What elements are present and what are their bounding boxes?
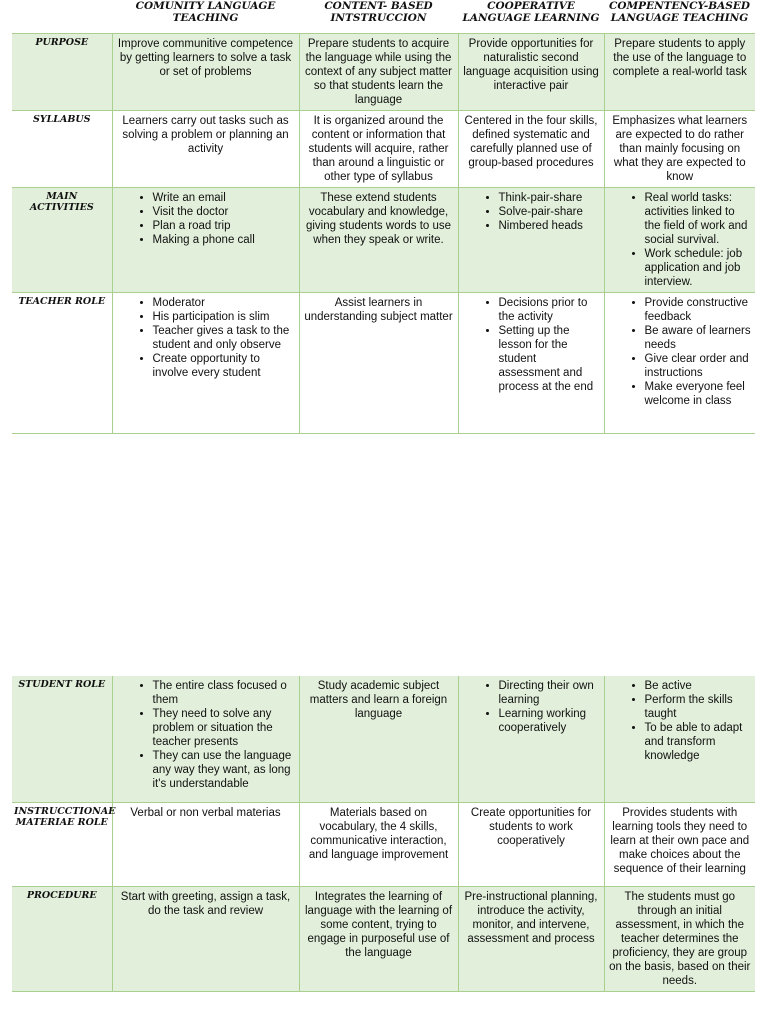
activities-clt-list: [117, 191, 295, 247]
list-item: • Nimbered heads: [499, 219, 600, 233]
list-item: • Be aware of learners needs: [645, 324, 752, 352]
row-teacher-role: [12, 292, 755, 433]
list-item: • To be able to adapt and transform knowledge: [645, 721, 752, 763]
cell-purpose-cbi: Prepare students to acquire the language while using the context of any subject matter so that students learn the language: [299, 33, 458, 110]
list-item: • Learning working cooperatively: [499, 707, 600, 735]
list-item: • Directing their own learning: [499, 679, 600, 707]
row-label-student-role: STUDENT ROLE: [12, 676, 112, 802]
cell-procedure-cblt: The students must go through an initial assessment, in which the teacher determines the proficiency, they are group on the basis, based on their needs.: [604, 886, 755, 991]
row-label-teacher-role: TEACHER ROLE: [12, 292, 112, 433]
cell-material-cll: Create opportunities for students to work cooperatively: [458, 802, 604, 886]
teacher-cblt-list: [609, 296, 752, 408]
cell-syllabus-cll: Centered in the four skills, defined systematic and carefully planned use of group-based procedures: [458, 110, 604, 187]
list-item: • His participation is slim: [153, 310, 295, 324]
cell-material-cbi: Materials based on vocabulary, the 4 skills, communicative interaction, and language improvement: [299, 802, 458, 886]
list-item: • Plan a road trip: [153, 219, 295, 233]
cell-activities-cll: [458, 187, 604, 292]
cell-procedure-clt: Start with greeting, assign a task, do the task and review: [112, 886, 299, 991]
cell-activities-cbi: These extend students vocabulary and knowledge, giving students words to use when they speak or write.: [299, 187, 458, 292]
row-instructional-material-role: [12, 802, 755, 886]
student-cll-list: [463, 679, 600, 735]
row-label-procedure: PROCEDURE: [12, 886, 112, 991]
list-item: • They can use the language any way they want, as long it's understandable: [153, 749, 295, 791]
cell-student-clt: [112, 676, 299, 802]
header-corner: [12, 0, 112, 33]
row-label-instructional-material-role: INSTRUCCTIONAE MATERIAE ROLE: [12, 802, 112, 886]
cell-teacher-clt: [112, 292, 299, 433]
activities-cblt-list: [609, 191, 752, 289]
row-student-role: [12, 676, 755, 802]
list-item: • Real world tasks: activities linked to the field of work and social survival.: [645, 191, 752, 247]
cell-syllabus-cbi: It is organized around the content or information that students will acquire, rather than around a linguistic or other type of syllabus: [299, 110, 458, 187]
teacher-cll-list: [463, 296, 600, 394]
list-item: • They need to solve any problem or situation the teacher presents: [153, 707, 295, 749]
list-item: • Moderator: [153, 296, 295, 310]
list-item: • Decisions prior to the activity: [499, 296, 600, 324]
cell-material-cblt: Provides students with learning tools they need to learn at their own pace and make choices about the sequence of their learning: [604, 802, 755, 886]
header-cbi: CONTENT- BASED INTSTRUCCION: [299, 0, 458, 33]
cell-purpose-cblt: Prepare students to apply the use of the language to complete a real-world task: [604, 33, 755, 110]
cell-teacher-cll: [458, 292, 604, 433]
comparison-table-part-2: [12, 676, 755, 992]
row-label-purpose: PURPOSE: [12, 33, 112, 110]
cell-student-cbi: Study academic subject matters and learn a foreign language: [299, 676, 458, 802]
activities-cll-list: [463, 191, 600, 233]
header-cblt: COMPENTENCY-BASED LANGUAGE TEACHING: [604, 0, 755, 33]
row-main-activities: [12, 187, 755, 292]
header-clt: COMUNITY LANGUAGE TEACHING: [112, 0, 299, 33]
list-item: • Visit the doctor: [153, 205, 295, 219]
cell-material-clt: Verbal or non verbal materias: [112, 802, 299, 886]
cell-student-cll: [458, 676, 604, 802]
cell-purpose-cll: Provide opportunities for naturalistic second language acquisition using interactive pair: [458, 33, 604, 110]
cell-activities-cblt: [604, 187, 755, 292]
row-label-syllabus: SYLLABUS: [12, 110, 112, 187]
comparison-table-part-1: [12, 0, 755, 434]
cell-procedure-cbi: Integrates the learning of language with the learning of some content, trying to engage in purposeful use of the language: [299, 886, 458, 991]
row-purpose: [12, 33, 755, 110]
cell-student-cblt: [604, 676, 755, 802]
list-item: • Give clear order and instructions: [645, 352, 752, 380]
list-item: • Making a phone call: [153, 233, 295, 247]
row-syllabus: [12, 110, 755, 187]
list-item: • Setting up the lesson for the student assessment and process at the end: [499, 324, 600, 394]
row-procedure: [12, 886, 755, 991]
cell-activities-clt: [112, 187, 299, 292]
list-item: • The entire class focused o them: [153, 679, 295, 707]
header-row: [12, 0, 755, 33]
cell-purpose-clt: Improve communitive competence by getting learners to solve a task or set of problems: [112, 33, 299, 110]
student-cblt-list: [609, 679, 752, 763]
student-clt-list: [117, 679, 295, 791]
list-item: • Teacher gives a task to the student and only observe: [153, 324, 295, 352]
cell-syllabus-cblt: Emphasizes what learners are expected to do rather than mainly focusing on what they are expected to know: [604, 110, 755, 187]
header-cll: COOPERATIVE LANGUAGE LEARNING: [458, 0, 604, 33]
list-item: • Make everyone feel welcome in class: [645, 380, 752, 408]
teacher-clt-list: [117, 296, 295, 380]
list-item: • Think-pair-share: [499, 191, 600, 205]
cell-teacher-cblt: [604, 292, 755, 433]
list-item: • Create opportunity to involve every student: [153, 352, 295, 380]
cell-syllabus-clt: Learners carry out tasks such as solving a problem or planning an activity: [112, 110, 299, 187]
cell-procedure-cll: Pre-instructional planning, introduce the activity, monitor, and intervene, assessment and process: [458, 886, 604, 991]
list-item: • Be active: [645, 679, 752, 693]
list-item: • Write an email: [153, 191, 295, 205]
cell-teacher-cbi: Assist learners in understanding subject matter: [299, 292, 458, 433]
row-label-main-activities: MAIN ACTIVITIES: [12, 187, 112, 292]
list-item: • Work schedule: job application and job interview.: [645, 247, 752, 289]
list-item: • Provide constructive feedback: [645, 296, 752, 324]
list-item: • Perform the skills taught: [645, 693, 752, 721]
list-item: • Solve-pair-share: [499, 205, 600, 219]
